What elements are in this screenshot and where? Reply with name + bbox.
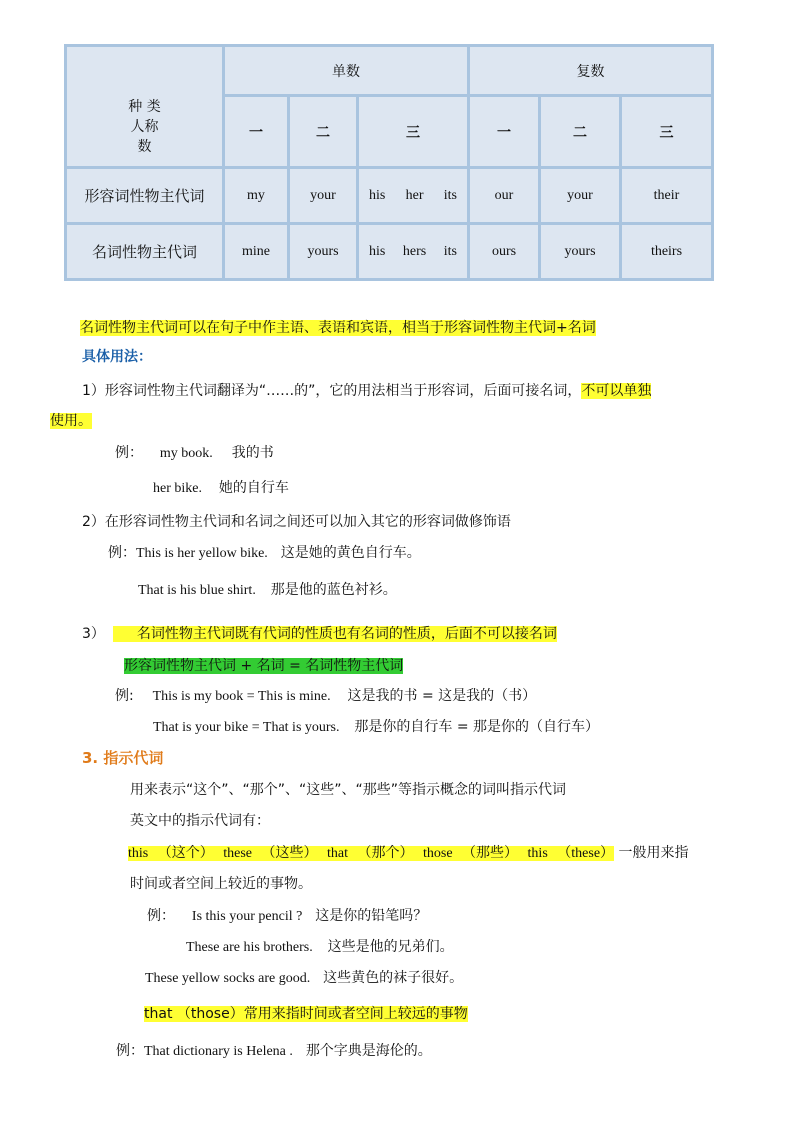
example-cn: 我的书 [231, 445, 274, 461]
example-en: These are his brothers. [186, 940, 313, 955]
example-cn: 她的自行车 [218, 480, 289, 496]
pronoun-table [64, 44, 714, 281]
example-en: This is my book = This is mine. [152, 689, 331, 704]
that-line [144, 1003, 468, 1023]
pronoun-list-tail: 一般用来指 [618, 845, 689, 861]
example-en: That is his blue shirt. [138, 583, 256, 598]
row-label: 形容词性物主代词 [66, 168, 224, 224]
formula-line [124, 655, 403, 675]
cell-word: its [443, 187, 457, 203]
table-cell: theirs [621, 224, 713, 280]
pronoun-list-cont: 时间或者空间上较近的事物。 [130, 876, 312, 892]
point-1-text: 1）形容词性物主代词翻译为“……的”，它的用法相当于形容词，后面可接名词， [82, 383, 582, 399]
header-diagonal-cell [66, 46, 224, 168]
point-3-num: 3） [82, 626, 105, 642]
point-1-highlight: 不可以单独 [581, 383, 652, 399]
example-cn: 那是你的自行车 = 那是你的（自行车） [354, 719, 600, 735]
person-second-singular: 二 [289, 96, 358, 168]
point-1 [82, 380, 651, 400]
point-2: 2）在形容词性物主代词和名词之间还可以加入其它的形容词做修饰语 [82, 514, 511, 530]
point-1-cont-highlight: 使用。 [50, 413, 92, 429]
cell-word: its [443, 243, 457, 259]
header-kind: 种 类 [128, 98, 161, 115]
that-highlight: that （those）常用来指时间或者空间上较远的事物 [144, 1006, 468, 1022]
example-en: That dictionary is Helena . [144, 1044, 293, 1059]
example-label: 例： [147, 908, 175, 924]
person-third-plural: 三 [621, 96, 713, 168]
example-en: That is your bike = That is yours. [153, 720, 340, 735]
example-cn: 这是你的铅笔吗？ [315, 908, 428, 924]
table-cell: my [224, 168, 289, 224]
table-row [66, 224, 713, 280]
cell-word: his [369, 187, 386, 203]
example-cn: 这些是他的兄弟们。 [327, 939, 454, 955]
example-3 [108, 542, 421, 562]
definition-line: 用来表示“这个”、“那个”、“这些”、“那些”等指示概念的词叫指示代词 [130, 782, 567, 798]
point-3 [82, 623, 557, 643]
example-en: Is this your pencil ? [191, 909, 303, 924]
example-label: 例: [115, 688, 134, 704]
row-label: 名词性物主代词 [66, 224, 224, 280]
table-cell: your [540, 168, 621, 224]
table-cell: ours [469, 224, 540, 280]
example-10 [116, 1040, 432, 1060]
person-first-plural: 一 [469, 96, 540, 168]
pronoun-list-highlight: this （这个） these （这些） that （那个） those （那些） this （these） [128, 846, 615, 861]
example-8 [186, 936, 454, 956]
cell-word: her [405, 187, 424, 203]
example-2 [153, 477, 289, 497]
table-cell: yours [540, 224, 621, 280]
intro-highlight: 名词性物主代词可以在句子中作主语、表语和宾语，相当于形容词性物主代词+名词 [80, 320, 596, 336]
usage-heading: 具体用法： [82, 349, 152, 365]
pronoun-list [128, 842, 688, 862]
table-row [66, 168, 713, 224]
person-third-singular: 三 [358, 96, 469, 168]
example-en: This is her yellow bike. [136, 546, 268, 561]
header-plural: 复数 [469, 46, 713, 96]
example-cn: 那是他的蓝色衬衫。 [270, 582, 397, 598]
cell-word: his [369, 243, 386, 259]
section-3-heading: 3. 指示代词 [82, 749, 164, 767]
table-cell: yours [289, 224, 358, 280]
example-7 [147, 905, 427, 925]
table-cell: their [621, 168, 713, 224]
header-singular: 单数 [224, 46, 469, 96]
example-label: 例： [108, 545, 136, 561]
example-6 [153, 716, 599, 736]
table-cell: our [469, 168, 540, 224]
intro-line [80, 317, 596, 337]
cell-word: hers [402, 243, 427, 259]
point-3-highlight: 名词性物主代词既有代词的性质也有名词的性质，后面不可以接名词 [113, 626, 557, 642]
example-label: 例： [116, 1043, 144, 1059]
example-5 [115, 685, 536, 705]
table-cell [358, 168, 469, 224]
header-person: 人称 [130, 118, 159, 135]
example-cn: 那个字典是海伦的。 [305, 1043, 432, 1059]
example-cn: 这些黄色的袜子很好。 [323, 970, 464, 986]
person-second-plural: 二 [540, 96, 621, 168]
example-9 [145, 967, 463, 987]
example-cn: 这是我的书 = 这是我的（书） [347, 688, 537, 704]
point-1-cont [50, 410, 92, 430]
table-cell: mine [224, 224, 289, 280]
example-en: These yellow socks are good. [145, 971, 311, 986]
person-first-singular: 一 [224, 96, 289, 168]
example-label: 例： [115, 445, 143, 461]
formula-highlight: 形容词性物主代词 + 名词 = 名词性物主代词 [124, 658, 404, 674]
list-intro: 英文中的指示代词有： [130, 813, 270, 829]
table-cell: your [289, 168, 358, 224]
example-4 [138, 579, 397, 599]
example-1 [115, 442, 274, 462]
header-number: 数 [137, 138, 152, 155]
example-en: her bike. [153, 481, 202, 496]
example-en: my book. [159, 446, 213, 461]
table-cell [358, 224, 469, 280]
example-cn: 这是她的黄色自行车。 [280, 545, 421, 561]
